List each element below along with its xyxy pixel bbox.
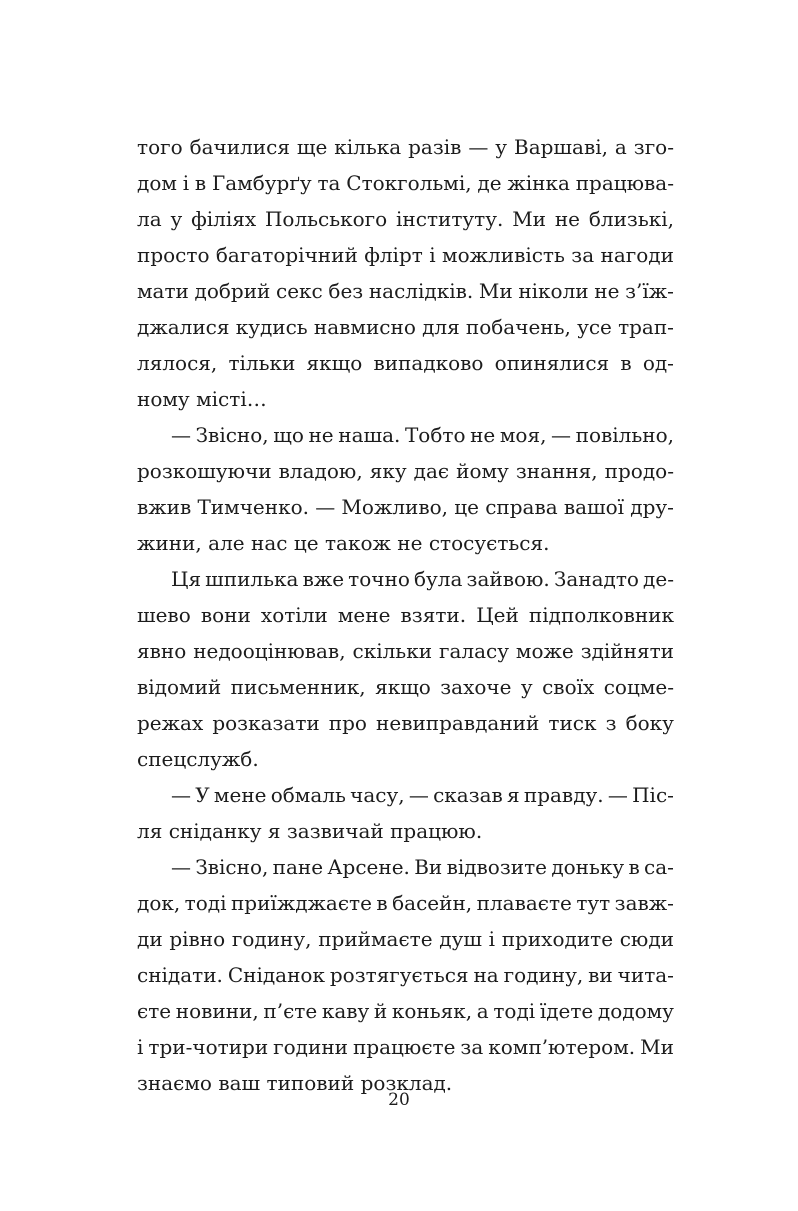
- word: мене: [337, 603, 391, 627]
- word: добрий: [194, 279, 271, 303]
- text-line: [137, 273, 674, 309]
- word: відвозите: [446, 855, 547, 879]
- word: навмисно: [313, 315, 416, 339]
- word: години: [273, 1035, 348, 1059]
- word: новини,: [175, 999, 259, 1023]
- word: дру-: [630, 495, 674, 519]
- word: в: [628, 855, 640, 879]
- word: я: [507, 783, 520, 807]
- word: Звісно,: [195, 423, 269, 447]
- text-line: [137, 489, 674, 525]
- word: Цей: [476, 603, 519, 627]
- text-line: [137, 201, 674, 237]
- word: Занадто: [553, 567, 639, 591]
- word: тоді: [184, 891, 227, 915]
- word: тільки: [228, 351, 296, 375]
- word: Арсене.: [327, 855, 410, 879]
- word: у: [520, 675, 533, 699]
- word: це: [293, 531, 319, 555]
- text-line: [137, 921, 674, 957]
- word: тут: [576, 891, 611, 915]
- word: та: [317, 171, 341, 195]
- word: жінка: [507, 171, 570, 195]
- text-line: [137, 813, 674, 849]
- word: розклад.: [360, 1071, 453, 1095]
- word: мене: [213, 783, 267, 807]
- word: не: [397, 531, 423, 555]
- word: точно: [348, 567, 410, 591]
- word: і: [182, 171, 190, 195]
- word: наша.: [338, 423, 401, 447]
- word: в: [376, 891, 388, 915]
- word: Ця: [171, 567, 202, 591]
- word: лялося,: [137, 351, 218, 375]
- word: я: [267, 819, 281, 843]
- word: приходите: [501, 927, 614, 951]
- word: якщо: [306, 351, 363, 375]
- word: у: [495, 135, 508, 159]
- word: повільно,: [575, 423, 674, 447]
- word: і: [488, 927, 496, 951]
- text-line: [137, 165, 674, 201]
- word: розтягується: [329, 963, 469, 987]
- word: це: [454, 495, 479, 519]
- word: яку: [369, 459, 407, 483]
- word: сніданку: [168, 819, 262, 843]
- word: док,: [137, 891, 181, 915]
- word: комп’ютером.: [488, 1035, 636, 1059]
- word: але: [208, 531, 245, 555]
- word: —: [171, 783, 191, 807]
- word: їдете: [539, 999, 594, 1023]
- word: —: [468, 135, 489, 159]
- word: джалися: [137, 315, 230, 339]
- word: за: [460, 1035, 484, 1059]
- word: працюва-: [575, 171, 674, 195]
- word: стосується.: [428, 531, 550, 555]
- word: працюю.: [390, 819, 483, 843]
- word: і: [429, 243, 436, 267]
- word: нас: [251, 531, 288, 555]
- word: ди: [137, 927, 163, 951]
- text-line: [137, 993, 674, 1029]
- page-number: 20: [388, 1090, 410, 1110]
- word: зайвою.: [466, 567, 550, 591]
- word: —: [551, 423, 572, 447]
- word: в: [194, 171, 207, 195]
- word: в: [620, 351, 632, 375]
- word: випадково: [373, 351, 484, 375]
- word: письменник,: [230, 675, 366, 699]
- word: пане: [272, 855, 324, 879]
- word: —: [171, 423, 191, 447]
- word: тиск: [548, 711, 597, 735]
- word: Варшаві,: [514, 135, 608, 159]
- word: з: [605, 711, 617, 735]
- word: вашої: [563, 495, 625, 519]
- word: шево: [137, 603, 191, 627]
- text-line: [137, 597, 674, 633]
- word: Гамбурґу: [211, 171, 312, 195]
- word: обмаль: [270, 783, 346, 807]
- text-line: [137, 417, 674, 453]
- text-line: [137, 309, 674, 345]
- word: жини,: [137, 531, 202, 555]
- word: невиправданий: [376, 711, 540, 735]
- word: ви: [588, 963, 613, 987]
- word: здійняти: [580, 639, 674, 663]
- word: ваш: [218, 1071, 261, 1095]
- word: моя,: [499, 423, 547, 447]
- word: басейн,: [392, 891, 473, 915]
- word: де-: [643, 567, 674, 591]
- word: явно: [137, 639, 187, 663]
- word: —: [315, 495, 336, 519]
- word: знання,: [515, 459, 598, 483]
- word: п’єте: [263, 999, 318, 1023]
- word: Піс-: [632, 783, 674, 807]
- word: вжив: [137, 495, 192, 519]
- word: годину,: [231, 927, 312, 951]
- word: Польського: [264, 207, 388, 231]
- word: може: [515, 639, 574, 663]
- word: недооцінював,: [193, 639, 346, 663]
- word: своїх: [542, 675, 595, 699]
- word: інституту.: [396, 207, 504, 231]
- word: разів: [408, 135, 462, 159]
- word: де: [477, 171, 502, 195]
- word: шпилька: [205, 567, 299, 591]
- word: завж-: [614, 891, 674, 915]
- text-line: [137, 129, 674, 165]
- text-line: [137, 669, 674, 705]
- word: коньяк,: [391, 999, 473, 1023]
- word: філіях: [191, 207, 257, 231]
- word: са-: [644, 855, 674, 879]
- text-line: [137, 633, 674, 669]
- word: справа: [485, 495, 558, 519]
- word: з’їж-: [625, 279, 674, 303]
- word: працюєте: [352, 1035, 456, 1059]
- word: знаємо: [137, 1071, 212, 1095]
- word: ще: [296, 135, 328, 159]
- word: скільки: [352, 639, 433, 663]
- word: а: [614, 135, 627, 159]
- text-line: [137, 237, 674, 273]
- word: побачень,: [465, 315, 571, 339]
- word: типовий: [266, 1071, 355, 1095]
- word: вже: [302, 567, 345, 591]
- word: годину,: [503, 963, 584, 987]
- word: того: [137, 135, 183, 159]
- word: без: [328, 279, 364, 303]
- word: не: [594, 279, 620, 303]
- word: Можливо,: [341, 495, 449, 519]
- word: була: [413, 567, 463, 591]
- word: зго-: [633, 135, 674, 159]
- word: просто: [137, 243, 210, 267]
- body-text: [137, 129, 674, 1101]
- word: У: [195, 783, 210, 807]
- word: ла: [137, 207, 162, 231]
- word: Сніданок: [227, 963, 325, 987]
- word: на: [473, 963, 499, 987]
- word: наслідків.: [368, 279, 474, 303]
- word: дає: [413, 459, 450, 483]
- word: бачилися: [189, 135, 290, 159]
- word: й: [373, 999, 388, 1023]
- word: єте: [137, 999, 172, 1023]
- word: Тобто: [404, 423, 466, 447]
- word: продо-: [604, 459, 674, 483]
- word: не: [554, 207, 581, 231]
- word: багаторічний: [215, 243, 358, 267]
- word: ля: [137, 819, 163, 843]
- word: сказав: [433, 783, 503, 807]
- word: можливість: [442, 243, 565, 267]
- word: а: [476, 999, 489, 1023]
- word: душ: [439, 927, 482, 951]
- word: і: [137, 1035, 144, 1059]
- word: зазвичай: [286, 819, 384, 843]
- word: секс: [276, 279, 323, 303]
- word: од-: [642, 351, 674, 375]
- word: сюди: [619, 927, 674, 951]
- word: захоче: [440, 675, 512, 699]
- word: про: [328, 711, 367, 735]
- word: снідати.: [137, 963, 223, 987]
- word: не: [470, 423, 496, 447]
- word: спецслужб.: [137, 747, 259, 771]
- word: місті…: [196, 387, 267, 411]
- text-line: [137, 345, 674, 381]
- word: три-чотири: [148, 1035, 269, 1059]
- word: Звісно,: [195, 855, 269, 879]
- word: режах: [137, 711, 204, 735]
- text-line: [137, 849, 674, 885]
- text-line: [137, 777, 674, 813]
- word: ному: [137, 387, 190, 411]
- word: ніколи: [518, 279, 589, 303]
- text-line: [137, 741, 674, 777]
- word: кудись: [235, 315, 308, 339]
- word: додому: [597, 999, 674, 1023]
- word: соцме-: [603, 675, 674, 699]
- word: боку: [625, 711, 674, 735]
- word: —: [408, 783, 429, 807]
- word: відомий: [137, 675, 222, 699]
- word: галасу: [438, 639, 509, 663]
- word: кілька: [334, 135, 402, 159]
- word: за: [571, 243, 595, 267]
- word: опинялися: [494, 351, 610, 375]
- word: —: [171, 855, 191, 879]
- word: йому: [456, 459, 509, 483]
- word: рівно: [169, 927, 226, 951]
- word: взяти.: [400, 603, 467, 627]
- word: чита-: [617, 963, 674, 987]
- word: також: [324, 531, 391, 555]
- word: Ми: [478, 279, 513, 303]
- word: для: [422, 315, 460, 339]
- word: часу,: [350, 783, 405, 807]
- word: Ми: [640, 1035, 674, 1059]
- word: Стокгольмі,: [346, 171, 472, 195]
- word: нагоди: [600, 243, 674, 267]
- word: владою,: [278, 459, 363, 483]
- word: плаваєте: [476, 891, 572, 915]
- word: флірт: [364, 243, 423, 267]
- text-line: [137, 957, 674, 993]
- text-line: [137, 705, 674, 741]
- word: близькі,: [588, 207, 674, 231]
- word: приймаєте: [318, 927, 433, 951]
- word: вони: [200, 603, 251, 627]
- word: не: [308, 423, 334, 447]
- word: Тимченко.: [197, 495, 309, 519]
- word: якщо: [375, 675, 431, 699]
- word: підполковник: [528, 603, 674, 627]
- word: тоді: [493, 999, 536, 1023]
- word: що: [273, 423, 304, 447]
- word: —: [607, 783, 628, 807]
- text-line: [137, 525, 674, 561]
- text-line: [137, 561, 674, 597]
- word: мати: [137, 279, 189, 303]
- word: трап-: [618, 315, 674, 339]
- word: доньку: [551, 855, 625, 879]
- word: розкошуючи: [137, 459, 272, 483]
- word: розказати: [212, 711, 320, 735]
- word: усе: [577, 315, 612, 339]
- word: хотіли: [260, 603, 328, 627]
- text-line: [137, 453, 674, 489]
- text-line: [137, 381, 674, 417]
- word: правду.: [523, 783, 604, 807]
- word: Ви: [414, 855, 443, 879]
- text-line: [137, 1029, 674, 1065]
- word: у: [170, 207, 183, 231]
- word: каву: [321, 999, 370, 1023]
- word: приїжджаєте: [230, 891, 372, 915]
- word: дом: [137, 171, 177, 195]
- text-line: [137, 885, 674, 921]
- word: Ми: [512, 207, 547, 231]
